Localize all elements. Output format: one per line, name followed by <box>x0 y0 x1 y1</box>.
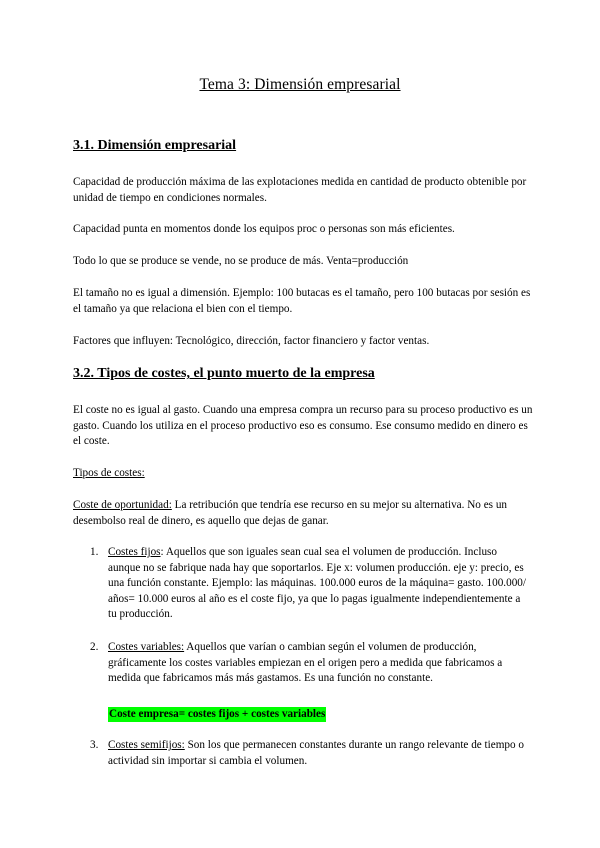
section-heading-3-2: 3.2. Tipos de costes, el punto muerto de la empresa <box>73 366 375 381</box>
paragraph-venta-produccion: Todo lo que se produce se vende, no se produce de más. Venta=producción <box>73 255 409 267</box>
paragraph-coste-oportunidad <box>73 498 533 529</box>
paragraph-tamano: El tamaño no es igual a dimensión. Ejemplo: 100 butacas es el tamaño, pero 100 butacas por sesión es el tamaño ya que relaciona el bien con el tiempo. <box>73 287 531 315</box>
list-item-term: Costes variables: <box>108 641 185 653</box>
highlighted-formula: Coste empresa= costes fijos + costes variables <box>109 708 326 720</box>
opportunity-text: La retribución que tendría ese recurso en su mejor su alternativa. No es un desembolso real de dinero, es aquello que dejas de ganar. <box>73 499 508 527</box>
list-item-text: Aquellos que varían o cambian según el volumen de producción, gráficamente los costes variables empiezan en el origen pero a medida que fabricamos a medida que fabricamos más más gastamos. Es una función no constante. <box>108 641 503 684</box>
paragraph-capacidad-produccion: Capacidad de producción máxima de las explotaciones medida en cantidad de producto obtenible por unidad de tiempo en condiciones normales. <box>73 176 527 204</box>
list-item-costes-semifijos <box>108 738 528 769</box>
list-item-term: Costes fijos <box>108 546 161 558</box>
list-number-1: 1. <box>90 546 99 558</box>
page-title: Tema 3: Dimensión empresarial <box>199 76 401 93</box>
list-item-costes-fijos <box>108 545 528 623</box>
list-number-2: 2. <box>90 641 99 653</box>
list-item-text: Son los que permanecen constantes durante un rango relevante de tiempo o actividad sin importar si cambia el volumen. <box>108 739 525 767</box>
paragraph-capacidad-punta: Capacidad punta en momentos donde los equipos proc o personas son más eficientes. <box>73 223 455 235</box>
opportunity-term: Coste de oportunidad: <box>73 499 172 511</box>
paragraph-coste-gasto: El coste no es igual al gasto. Cuando una empresa compra un recurso para su proceso productivo es un gasto. Cuando los utiliza en el proceso productivo eso es consumo. Ese consumo medido en dinero es el coste. <box>73 404 533 447</box>
list-number-3: 3. <box>90 739 99 751</box>
paragraph-factores: Factores que influyen: Tecnológico, dirección, factor financiero y factor ventas. <box>73 335 430 347</box>
list-item-text: : Aquellos que son iguales sean cual sea el volumen de producción. Incluso aunque no se fabrique nada hay que soportarlos. Eje x: volumen producción. eje y: precio, es una función constante. Ejemplo: las máquinas. 100.000 euros de la máquina= gasto. 100.000/ años= 10.000 euros al año es el coste fijo, ya que lo pagas igualmente independientemente a tu producción. <box>108 546 526 620</box>
list-item-costes-variables <box>108 640 528 687</box>
types-label: Tipos de costes: <box>73 467 145 479</box>
list-item-term: Costes semifijos: <box>108 739 185 751</box>
section-heading-3-1: 3.1. Dimensión empresarial <box>73 138 237 153</box>
